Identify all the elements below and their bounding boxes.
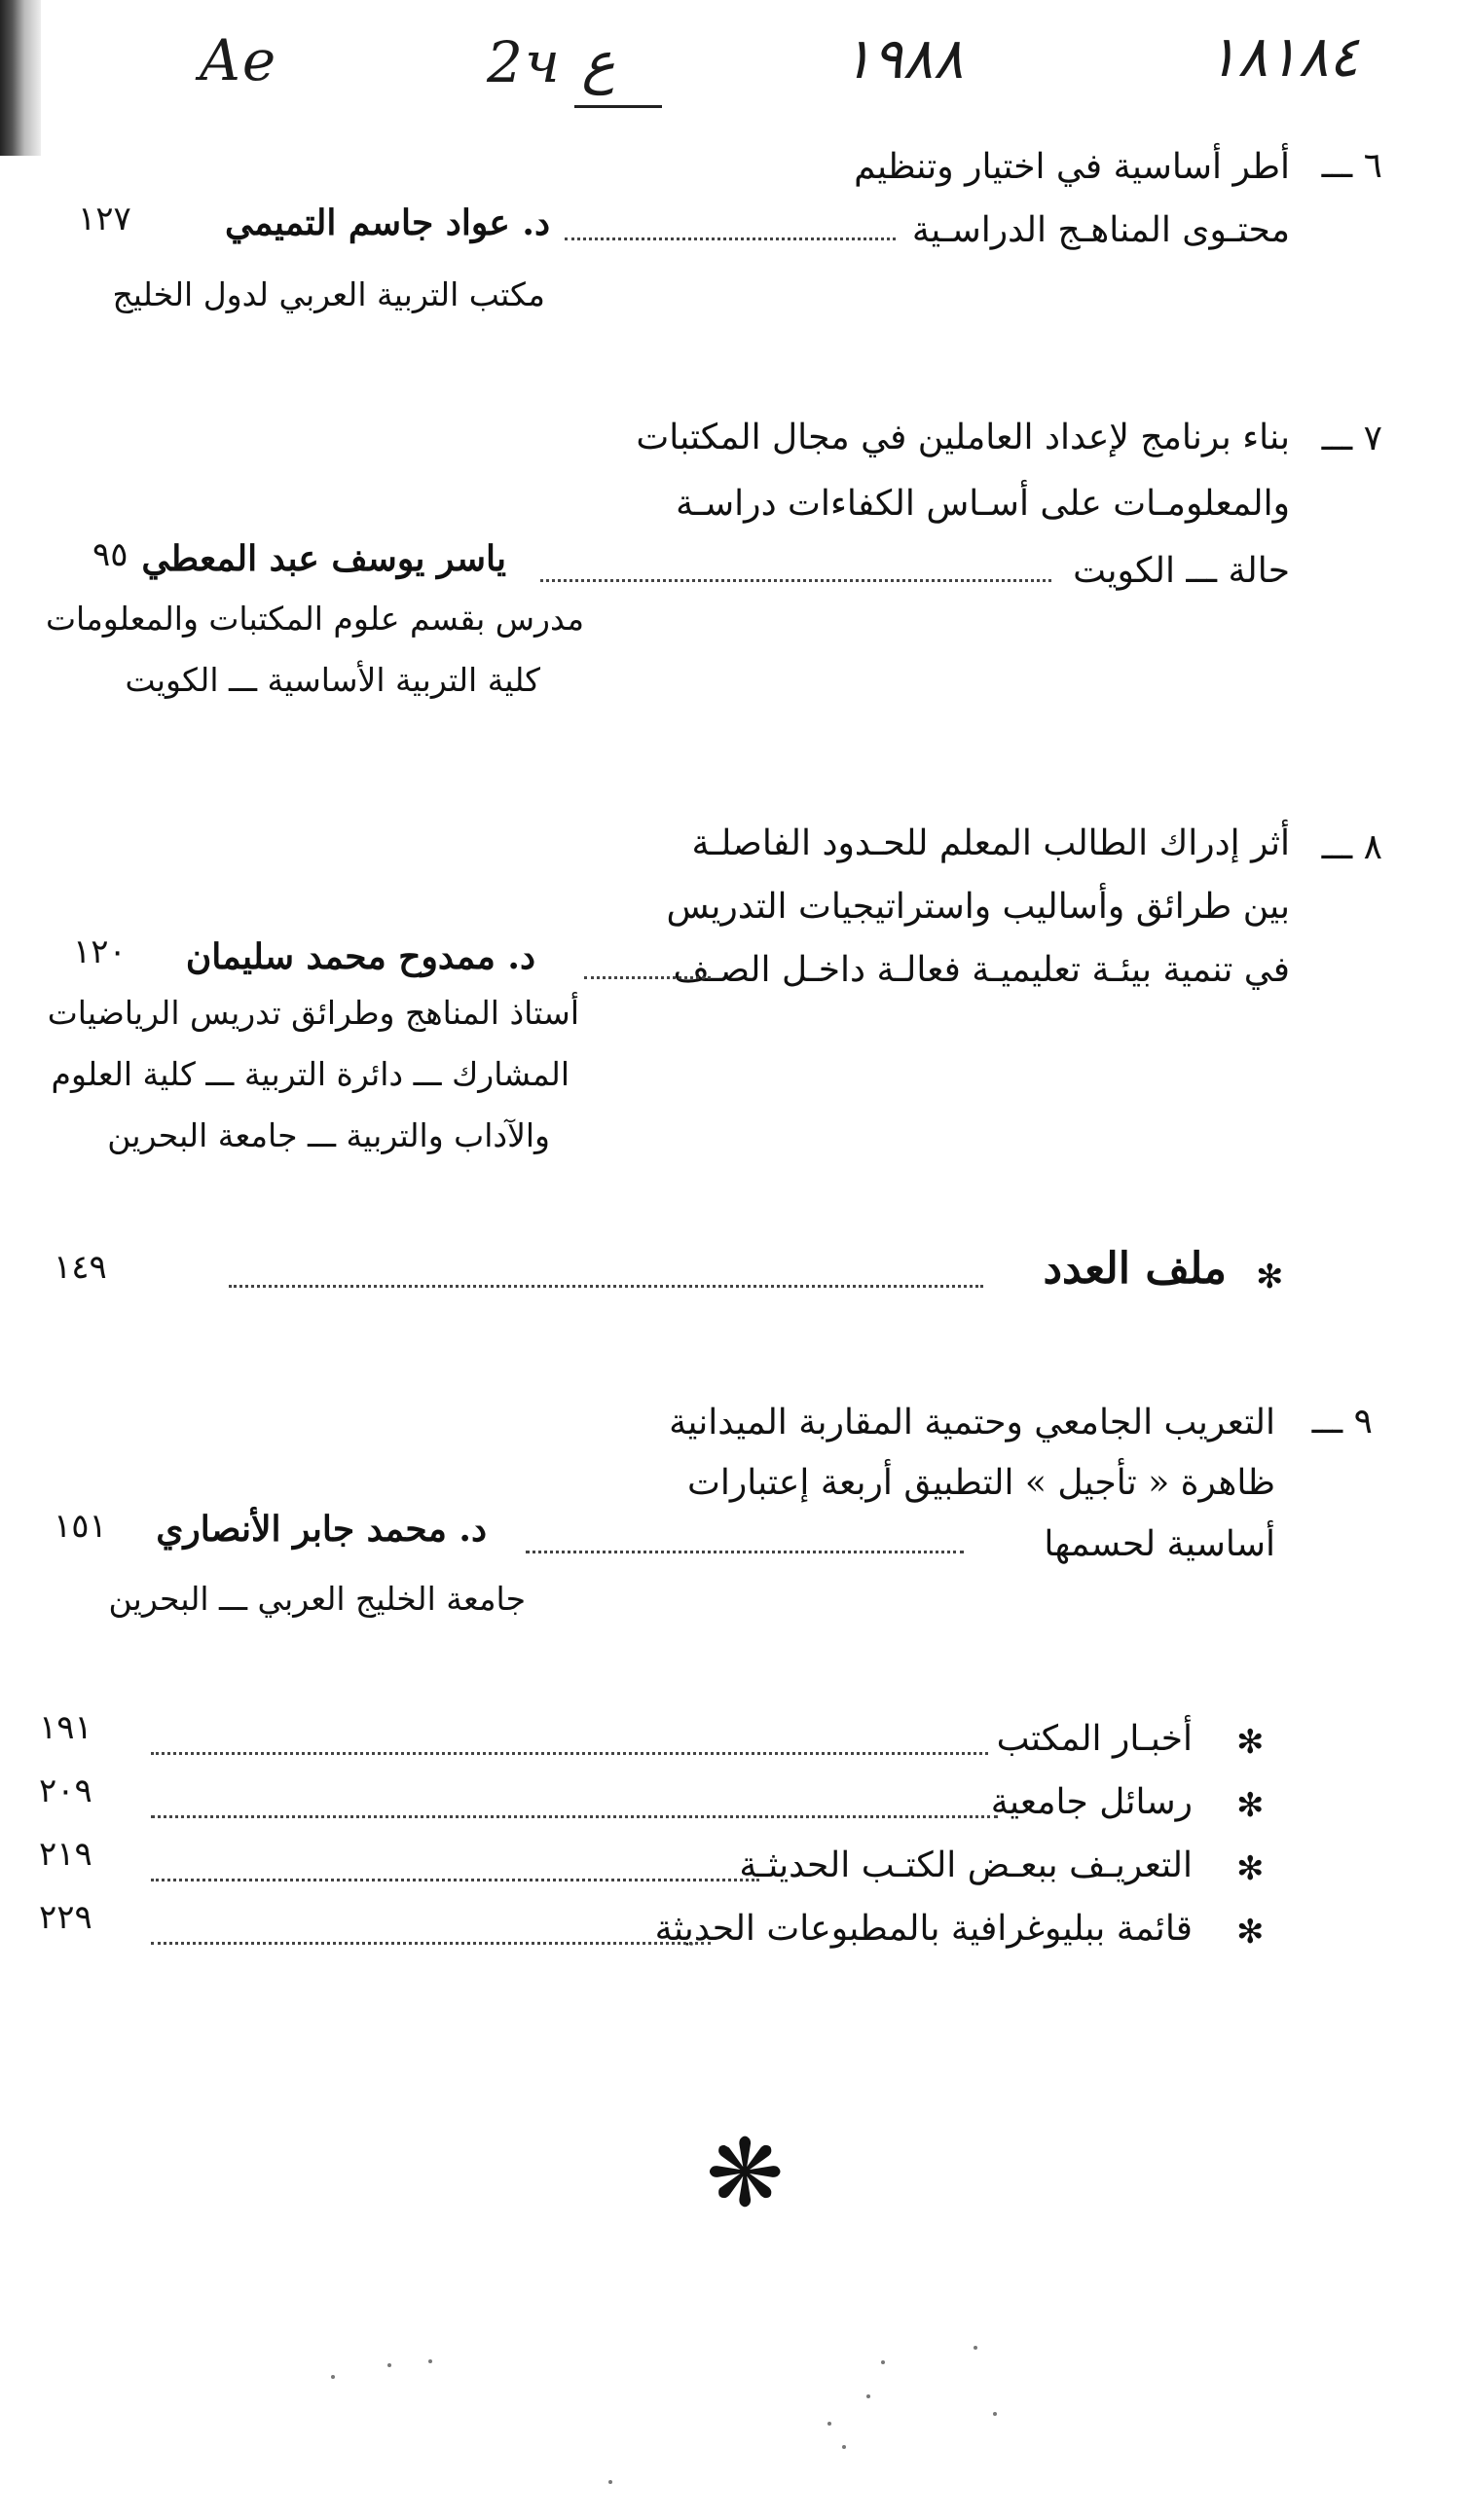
- scan-speck: [827, 2422, 831, 2426]
- section-heading: ملف العدد: [1043, 1244, 1227, 1294]
- entry-affiliation: جامعة الخليج العربي ـــ البحرين: [108, 1580, 526, 1618]
- entry-author: ياسر يوسف عبد المعطي: [141, 538, 506, 579]
- scan-speck: [866, 2394, 870, 2398]
- leader-dots: [540, 579, 1051, 582]
- misc-item-title: قائمة ببليوغرافية بالمطبوعات الحديثة: [654, 1909, 1193, 1949]
- entry-title-line: التعريب الجامعي وحتمية المقاربة الميدانية: [669, 1403, 1275, 1443]
- entry-title-line: أطر أساسية في اختيار وتنظيم: [854, 147, 1290, 187]
- entry-number: ٧ ـــ: [1321, 419, 1382, 458]
- entry-title-line: بناء برنامج لإعداد العاملين في مجال المكتبات: [636, 418, 1290, 457]
- leader-dots: [229, 1285, 983, 1288]
- leader-dots: [584, 976, 711, 979]
- entry-number: ٦ ـــ: [1321, 146, 1382, 186]
- misc-item-title: رسائل جامعية: [990, 1782, 1193, 1822]
- handwritten-code: Ae: [200, 27, 278, 93]
- item-star-icon: ✻: [1236, 1849, 1265, 1888]
- entry-affiliation: مكتب التربية العربي لدول الخليج: [112, 275, 545, 313]
- item-star-icon: ✻: [1236, 1786, 1265, 1825]
- scan-speck: [428, 2359, 432, 2363]
- entry-author: د. عواد جاسم التميمي: [225, 202, 550, 243]
- scan-edge-artifact: [0, 0, 41, 156]
- handwritten-accession-number: ١٨١٨٤: [1207, 23, 1359, 90]
- scan-speck: [974, 2346, 977, 2350]
- misc-item-title: التعريـف ببعـض الكتـب الحديثـة: [739, 1845, 1193, 1885]
- entry-number: ٩ ـــ: [1311, 1402, 1373, 1442]
- leader-dots: [151, 1815, 998, 1818]
- entry-title-line: أساسية لحسمها: [1044, 1524, 1275, 1564]
- leader-dots: [151, 1752, 988, 1755]
- section-page-number: ١٤٩: [54, 1248, 107, 1287]
- entry-page-number: ١٢٠: [73, 932, 127, 971]
- entry-page-number: ١٢٧: [78, 200, 131, 238]
- entry-title-line: بين طرائق وأساليب واستراتيجيات التدريس: [666, 887, 1290, 927]
- misc-item-page: ٢٠٩: [39, 1771, 92, 1810]
- scan-speck: [608, 2480, 612, 2484]
- scan-speck: [993, 2412, 997, 2416]
- leader-dots: [151, 1879, 759, 1881]
- leader-dots: [565, 237, 896, 240]
- leader-dots: [151, 1942, 711, 1945]
- misc-item-page: ١٩١: [39, 1708, 92, 1747]
- ornament-icon: ❋: [706, 2119, 785, 2228]
- section-star-icon: ✻: [1256, 1258, 1284, 1297]
- entry-author: د. ممدوح محمد سليمان: [185, 936, 535, 977]
- entry-title-line: محتـوى المناهـج الدراسـية: [911, 210, 1290, 250]
- entry-title-line: في تنمية بيئـة تعليميـة فعالـة داخـل الصـف: [673, 950, 1290, 990]
- item-star-icon: ✻: [1236, 1723, 1265, 1762]
- misc-item-title: أخبـار المكتب: [996, 1719, 1193, 1759]
- entry-title-line: حالة ـــ الكويت: [1073, 551, 1290, 591]
- scan-speck: [842, 2445, 846, 2449]
- entry-affiliation: مدرس بقسم علوم المكتبات والمعلومات: [45, 600, 584, 638]
- scan-speck: [387, 2363, 391, 2367]
- entry-author: د. محمد جابر الأنصاري: [156, 1509, 487, 1550]
- entry-title-line: والمعلومـات على أسـاس الكفاءات دراسـة: [676, 484, 1290, 524]
- scan-speck: [881, 2360, 885, 2364]
- entry-affiliation: المشارك ـــ دائرة التربية ـــ كلية العلوم: [51, 1055, 570, 1093]
- misc-item-page: ٢١٩: [39, 1835, 92, 1874]
- item-star-icon: ✻: [1236, 1913, 1265, 1952]
- entry-number: ٨ ـــ: [1321, 827, 1382, 867]
- entry-title-line: ظاهرة « تأجيل » التطبيق أربعة إعتبارات: [686, 1463, 1275, 1503]
- entry-affiliation: والآداب والتربية ـــ جامعة البحرين: [107, 1116, 550, 1154]
- handwritten-volume: 2ч ع: [487, 29, 616, 95]
- scan-speck: [331, 2375, 335, 2379]
- misc-item-page: ٢٢٩: [39, 1898, 92, 1937]
- entry-page-number: ١٥١: [54, 1507, 107, 1546]
- leader-dots: [526, 1551, 964, 1553]
- handwritten-underline: [574, 105, 662, 108]
- entry-title-line: أثر إدراك الطالب المعلم للحـدود الفاصلـة: [691, 823, 1290, 863]
- entry-page-number: ٩٥: [92, 535, 129, 574]
- handwritten-year: ١٩٨٨: [842, 25, 964, 91]
- entry-affiliation: أستاذ المناهج وطرائق تدريس الرياضيات: [47, 994, 579, 1032]
- entry-affiliation: كلية التربية الأساسية ـــ الكويت: [125, 661, 540, 699]
